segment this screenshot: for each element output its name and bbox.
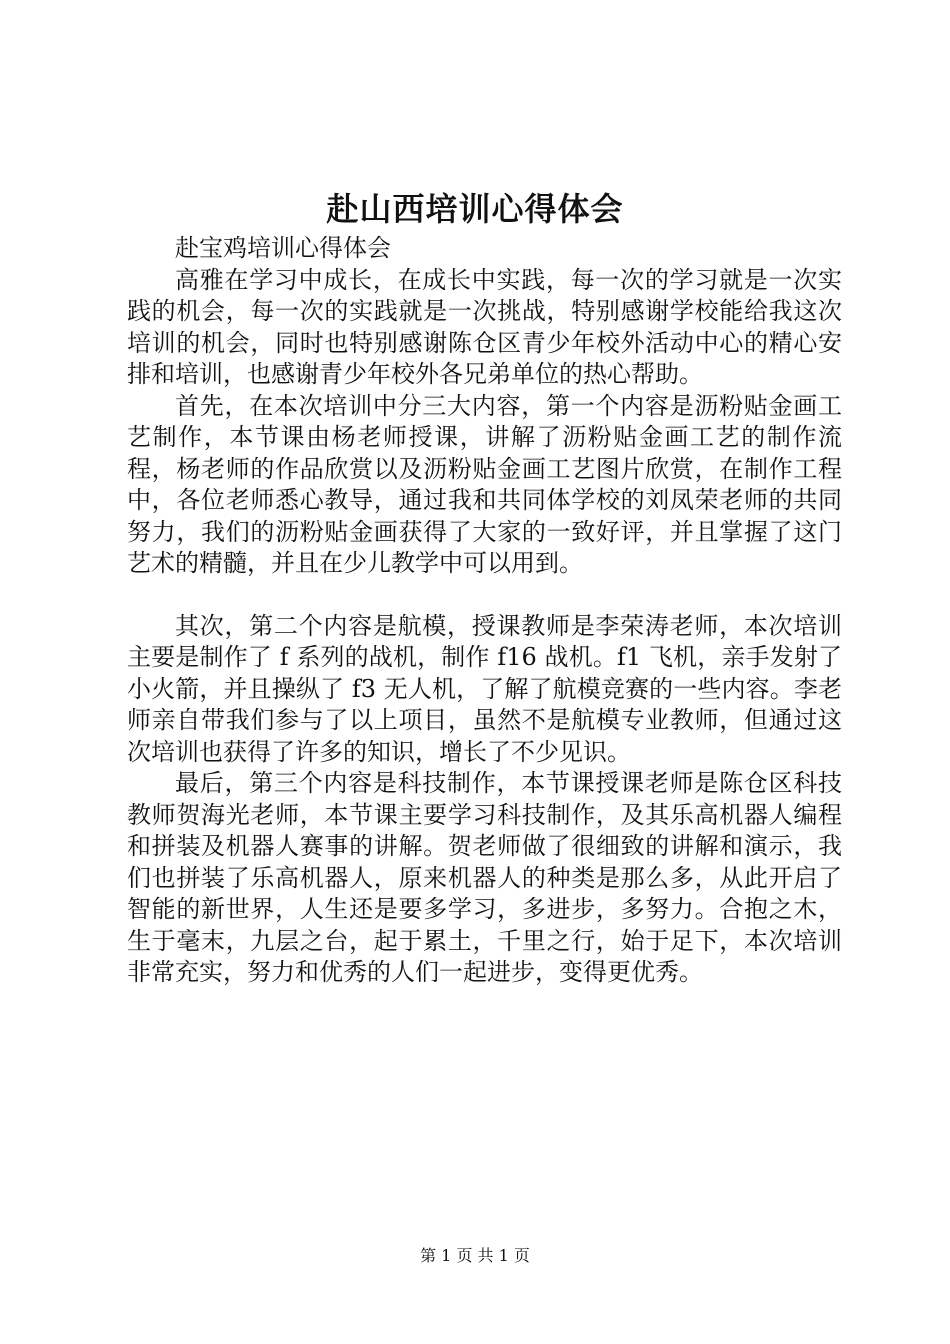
paragraph-first-content: 首先，在本次培训中分三大内容，第一个内容是沥粉贴金画工艺制作，本节课由杨老师授课，讲解了沥粉贴金画工艺的制作流程，杨老师的作品欣赏以及沥粉贴金画工艺图片欣赏，在制作工程中，各位老师悉心教导，通过我和共同体学校的刘凤荣老师的共同努力，我们的沥粉贴金画获得了大家的一致好评，并且掌握了这门艺术的精髓，并且在少儿教学中可以用到。 [127, 391, 842, 577]
paragraph-second-content: 其次，第二个内容是航模，授课教师是李荣涛老师，本次培训主要是制作了 f 系列的战机，制作 f16 战机。f1 飞机，亲手发射了小火箭，并且操纵了 f3 无人机，了解了航模竞赛的一些内容。李老师亲自带我们参与了以上项目，虽然不是航模专业教师，但通过这次培训也获得了许多的知识，增长了不少见识。 [127, 611, 842, 766]
paragraph-third-content: 最后，第三个内容是科技制作，本节课授课老师是陈仓区科技教师贺海光老师，本节课主要学习科技制作，及其乐高机器人编程和拼装及机器人赛事的讲解。贺老师做了很细致的讲解和演示，我们也拼装了乐高机器人，原来机器人的种类是那么多，从此开启了智能的新世界，人生还是要多学习，多进步，多努力。合抱之木，生于毫末，九层之台，起于累土，千里之行，始于足下，本次培训非常充实，努力和优秀的人们一起进步，变得更优秀。 [127, 769, 842, 986]
paragraph-subtitle: 赴宝鸡培训心得体会 [175, 234, 391, 262]
paragraph-intro: 高雅在学习中成长，在成长中实践，每一次的学习就是一次实践的机会，每一次的实践就是一次挑战，特别感谢学校能给我这次培训的机会，同时也特别感谢陈仓区青少年校外活动中心的精心安排和培训，也感谢青少年校外各兄弟单位的热心帮助。 [127, 265, 842, 388]
document-title: 赴山西培训心得体会 [326, 190, 624, 228]
page-number-footer: 第 1 页 共 1 页 [420, 1246, 530, 1265]
document-body [127, 233, 842, 989]
